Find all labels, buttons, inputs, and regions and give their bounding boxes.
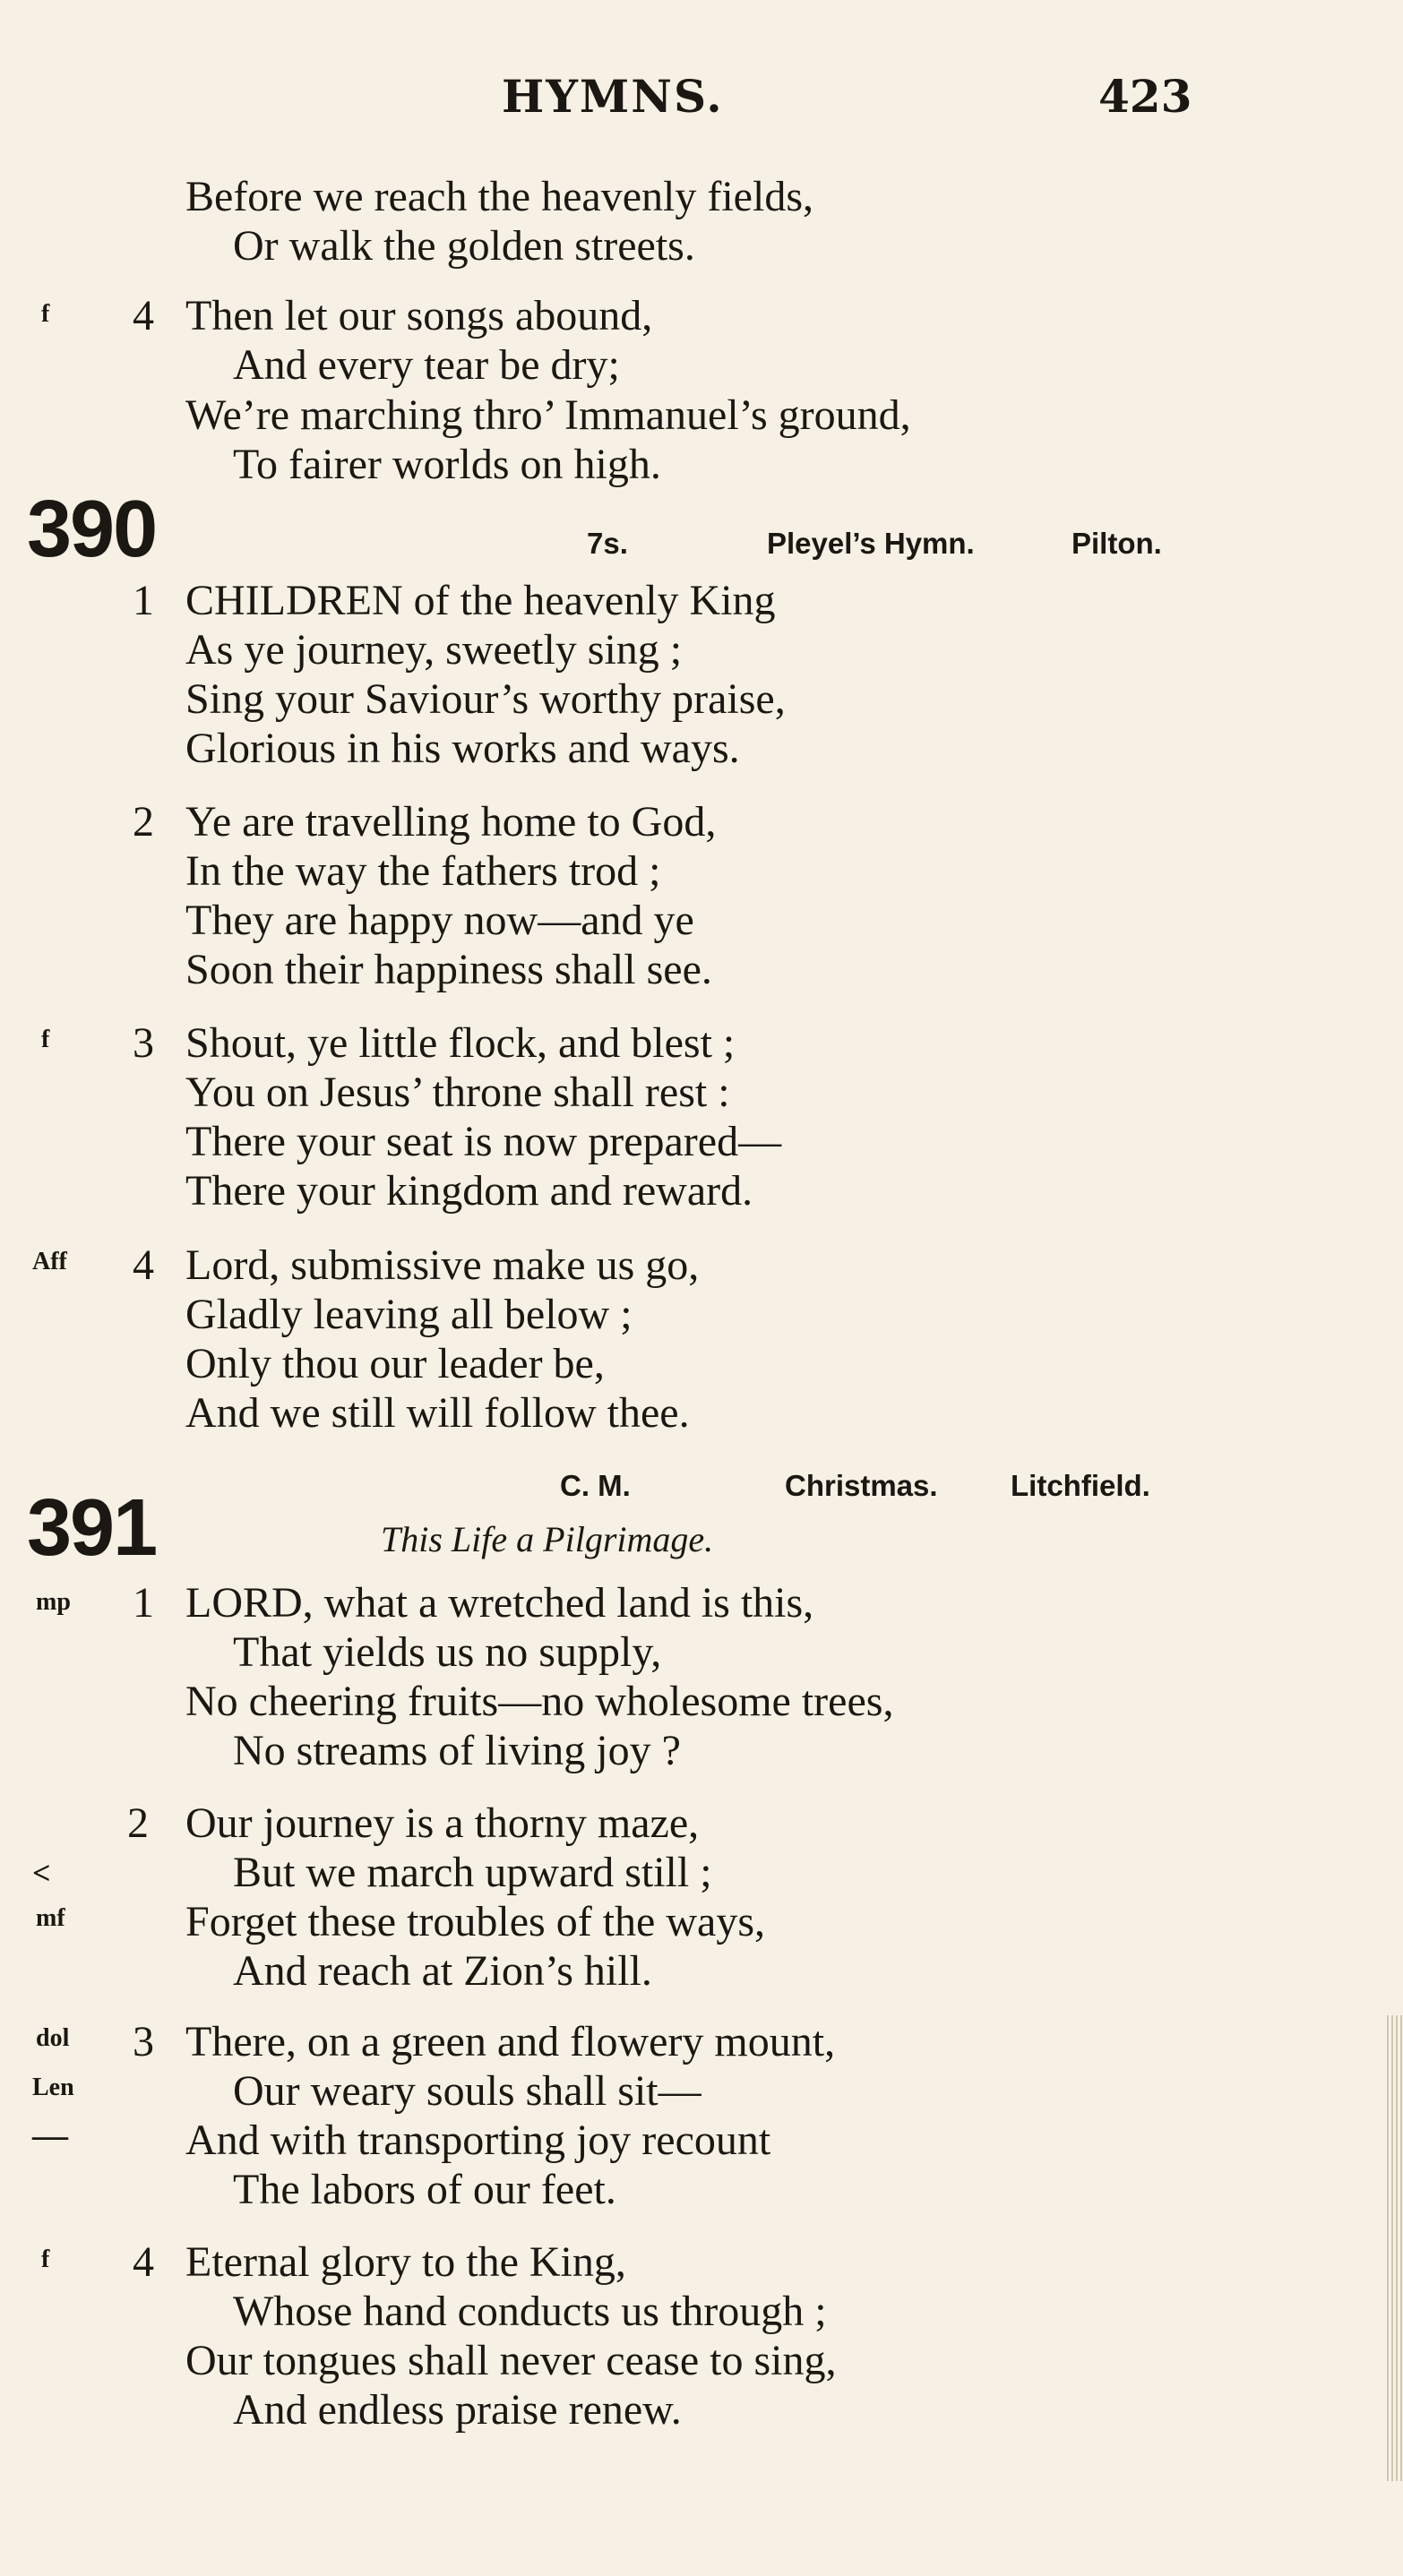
- alternate-tune: Litchfield.: [1011, 1469, 1150, 1502]
- verse-line: Sing your Saviour’s worthy praise,: [185, 675, 786, 723]
- verse-line: Then let our songs abound,: [185, 292, 653, 339]
- verse-line: Forget these troubles of the ways,: [185, 1898, 765, 1945]
- stanza-number: 1: [133, 1579, 154, 1627]
- stanza-number: 2: [127, 1799, 149, 1847]
- dynamic-mark: dol: [36, 2024, 70, 2052]
- verse-line: The labors of our feet.: [233, 2166, 616, 2213]
- dynamic-mark: f: [41, 300, 50, 328]
- stanza-number: 3: [133, 1019, 154, 1067]
- verse-line: Eternal glory to the King,: [185, 2238, 626, 2286]
- stanza-number: 4: [133, 292, 154, 339]
- verse-line: And endless praise renew.: [233, 2386, 682, 2434]
- tempo-dash: —: [32, 2115, 68, 2155]
- verse-line: Lord, submissive make us go,: [185, 1241, 700, 1289]
- crescendo-mark: <: [32, 1855, 51, 1891]
- verse-line: Or walk the golden streets.: [233, 222, 695, 270]
- verse-line: No cheering fruits—no wholesome trees,: [185, 1678, 894, 1725]
- tempo-mark: Len: [32, 2074, 74, 2101]
- verse-line: Shout, ye little flock, and blest ;: [185, 1019, 736, 1067]
- hymn-number: 391: [27, 1483, 157, 1573]
- verse-line: Ye are travelling home to God,: [185, 798, 717, 846]
- verse-line: LORD, what a wretched land is this,: [185, 1579, 814, 1627]
- hymn-subtitle: This Life a Pilgrimage.: [381, 1519, 714, 1559]
- stanza-number: 4: [133, 1241, 154, 1289]
- meter: C. M.: [560, 1469, 631, 1502]
- verse-line: But we march upward still ;: [233, 1849, 712, 1896]
- dynamic-mark: mp: [36, 1588, 71, 1616]
- verse-line: CHILDREN of the heavenly King: [185, 577, 776, 624]
- page-edge-shading: [1387, 2015, 1403, 2481]
- verse-line: Whose hand conducts us through ;: [233, 2288, 827, 2335]
- verse-line: Before we reach the heavenly fields,: [185, 173, 813, 220]
- verse-line: They are happy now—and ye: [185, 897, 694, 944]
- verse-line: As ye journey, sweetly sing ;: [185, 626, 683, 674]
- dynamic-mark: Aff: [32, 1248, 67, 1275]
- verse-line: To fairer worlds on high.: [233, 441, 661, 488]
- verse-line: In the way the fathers trod ;: [185, 847, 661, 895]
- verse-line: Our tongues shall never cease to sing,: [185, 2337, 837, 2384]
- verse-line: No streams of living joy ?: [233, 1727, 681, 1774]
- verse-line: Soon their happiness shall see.: [185, 946, 712, 993]
- verse-line: And reach at Zion’s hill.: [233, 1947, 652, 1995]
- verse-line: There your kingdom and reward.: [185, 1167, 753, 1215]
- verse-line: And we still will follow thee.: [185, 1389, 690, 1437]
- verse-line: That yields us no supply,: [233, 1628, 662, 1676]
- dynamic-mark: f: [41, 1026, 50, 1053]
- verse-line: Our weary souls shall sit—: [233, 2067, 702, 2115]
- stanza-number: 3: [133, 2018, 154, 2065]
- verse-line: Our journey is a thorny maze,: [185, 1799, 700, 1847]
- verse-line: And every tear be dry;: [233, 341, 620, 389]
- dynamic-mark: f: [41, 2245, 50, 2273]
- verse-line: We’re marching thro’ Immanuel’s ground,: [185, 391, 911, 439]
- alternate-tune: Pilton.: [1072, 527, 1162, 560]
- page-number: 423: [1098, 70, 1192, 123]
- stanza-number: 4: [133, 2238, 154, 2286]
- running-header: HYMNS.: [502, 70, 724, 123]
- tune-name: Pleyel’s Hymn.: [767, 527, 975, 560]
- hymn-number: 390: [27, 485, 157, 574]
- verse-line: Glorious in his works and ways.: [185, 725, 740, 772]
- verse-line: And with transporting joy recount: [185, 2117, 771, 2164]
- verse-line: There your seat is now prepared—: [185, 1118, 782, 1165]
- stanza-number: 1: [133, 577, 154, 624]
- verse-line: You on Jesus’ throne shall rest :: [185, 1069, 730, 1116]
- verse-line: There, on a green and flowery mount,: [185, 2018, 836, 2065]
- stanza-number: 2: [133, 798, 154, 846]
- dynamic-mark: mf: [36, 1904, 65, 1932]
- tune-name: Christmas.: [785, 1469, 938, 1502]
- verse-line: Gladly leaving all below ;: [185, 1291, 633, 1338]
- verse-line: Only thou our leader be,: [185, 1340, 605, 1387]
- meter: 7s.: [587, 527, 628, 560]
